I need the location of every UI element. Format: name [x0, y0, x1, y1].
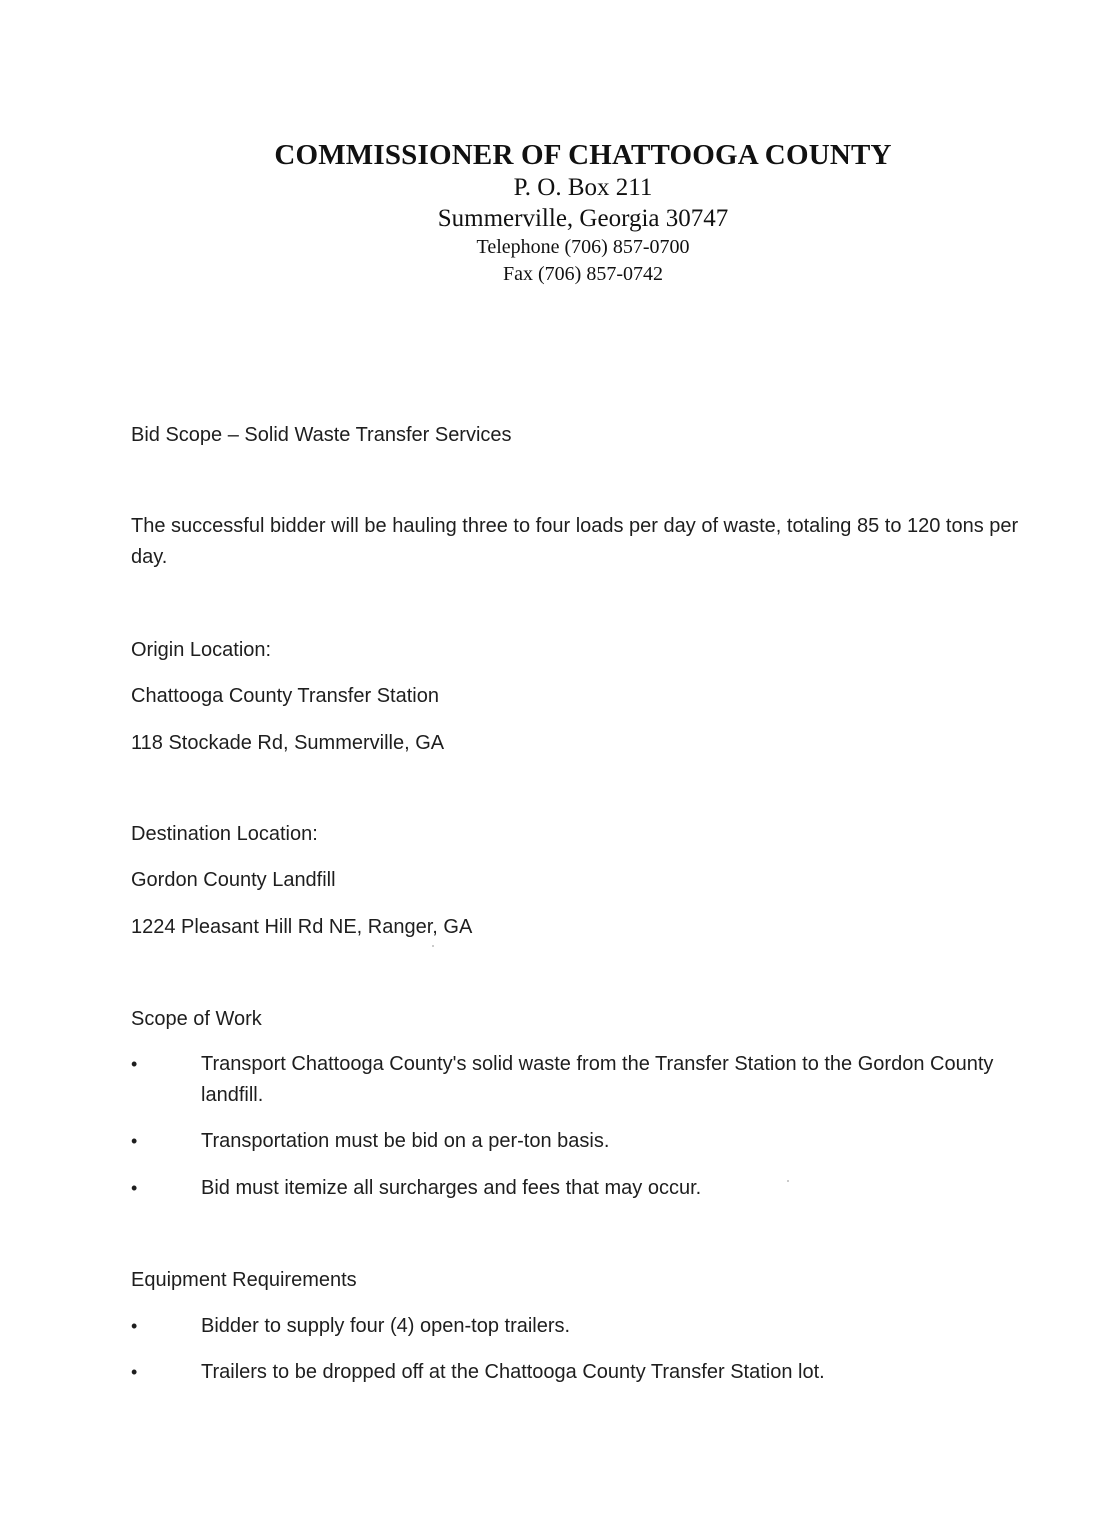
- bid-scope-heading: Bid Scope – Solid Waste Transfer Services: [131, 424, 512, 446]
- list-item-text: Bidder to supply four (4) open-top trailers.: [201, 1315, 571, 1337]
- destination-label: Destination Location:: [131, 823, 318, 845]
- origin-name: Chattooga County Transfer Station: [131, 685, 439, 707]
- letterhead-title: COMMISSIONER OF CHATTOOGA COUNTY: [274, 139, 892, 171]
- bullet-icon: •: [131, 1362, 138, 1382]
- letterhead-fax: Fax (706) 857-0742: [503, 263, 663, 285]
- bullet-icon: •: [131, 1131, 138, 1151]
- bullet-icon: •: [131, 1316, 138, 1336]
- bullet-icon: •: [131, 1178, 138, 1198]
- scope-of-work-heading: Scope of Work: [131, 1008, 262, 1030]
- origin-address: 118 Stockade Rd, Summerville, GA: [131, 732, 445, 754]
- bullet-icon: •: [131, 1054, 138, 1074]
- list-item-text: Trailers to be dropped off at the Chattooga County Transfer Station lot.: [201, 1361, 825, 1383]
- letterhead-po-box: P. O. Box 211: [513, 174, 653, 201]
- intro-paragraph: The successful bidder will be hauling three to four loads per day of waste, totaling 85 to 120 tons per day.: [131, 515, 1019, 568]
- origin-label: Origin Location:: [131, 639, 272, 661]
- destination-address: 1224 Pleasant Hill Rd NE, Ranger, GA: [131, 916, 473, 938]
- list-item-text: Transportation must be bid on a per-ton basis.: [201, 1130, 610, 1152]
- scan-speck: [432, 945, 434, 947]
- letterhead-city-state: Summerville, Georgia 30747: [437, 205, 729, 232]
- destination-name: Gordon County Landfill: [131, 869, 336, 891]
- list-item-text: Transport Chattooga County's solid waste from the Transfer Station to the Gordon County landfill.: [201, 1053, 994, 1106]
- scan-speck: [787, 1180, 789, 1182]
- letterhead-telephone: Telephone (706) 857-0700: [476, 236, 690, 258]
- letterhead: [0, 138, 1118, 288]
- list-item-text: Bid must itemize all surcharges and fees that may occur.: [201, 1177, 702, 1199]
- equipment-heading: Equipment Requirements: [131, 1269, 357, 1291]
